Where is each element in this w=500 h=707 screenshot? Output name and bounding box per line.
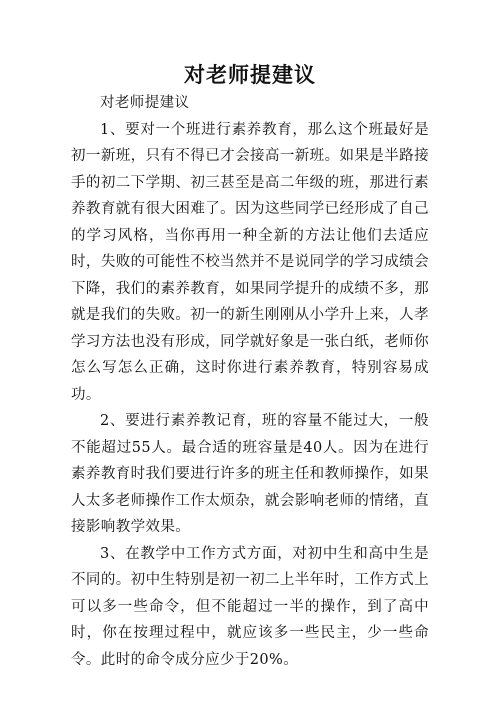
paragraph-1: 1、要对一个班进行素养教育，那么这个班最好是初一新班，只有不得已才会接高一新班。如果是半路接手的初二下学期、初三甚至是高二年级的班，那进行素养教育就有很大困难了。因为这些同学已经形成了自己的学习风格，当你再用一种全新的方法让他们去适应时，失败的可能性不校当然并不是说同学的学习成绩会下降，我们的素养教育，如果同学提升的成绩不多，那就是我们的失败。初一的新生刚刚从小学升上来，人孝学习方法也没有形成，同学就好象是一张白纸，老师你怎么写怎么正确，这时你进行素养教育，特别容易成功。: [71, 121, 429, 403]
paragraph-2: 2、要进行素养教记育，班的容量不能过大，一般不能超过55人。最合适的班容量是40人。因为在进行素养教育时我们要进行许多的班主任和教师操作，如果人太多老师操作工作太烦杂，就会影响老师的情绪，直接影响教学效果。: [71, 413, 429, 535]
document-title: 对老师提建议: [184, 62, 316, 87]
document-subtitle: 对老师提建议: [100, 95, 190, 111]
paragraph-3: 3、在教学中工作方式方面，对初中生和高中生是不同的。初中生特别是初一初二上半年时，工作方式上可以多一些命令，但不能超过一半的操作，到了高中时，你在按理过程中，就应该多一些民主，少一些命令。此时的命令成分应少于20%。: [71, 545, 429, 668]
document-body: [71, 90, 429, 673]
